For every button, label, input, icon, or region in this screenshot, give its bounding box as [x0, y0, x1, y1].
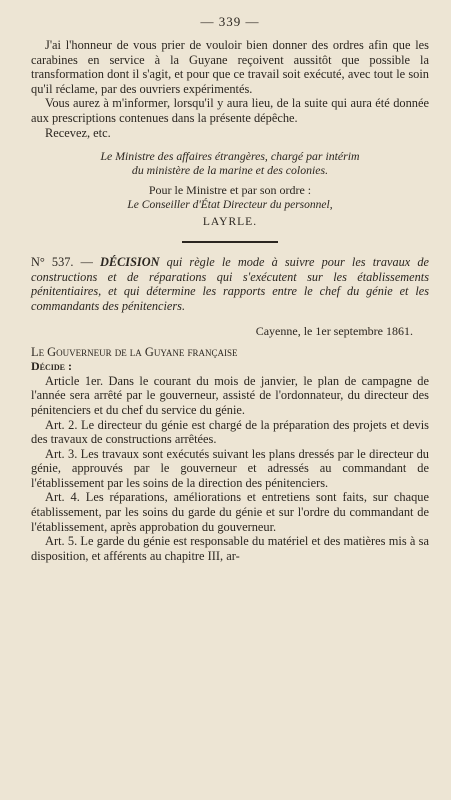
signature-name: LAYRLE. — [202, 216, 258, 229]
article-2: Art. 2. Le directeur du génie est chargé de la préparation des projets et devis des travaux de constructions arrêtées. — [31, 417, 429, 447]
decision-heading — [31, 255, 429, 313]
signature-minister-line-1: Le Ministre des affaires étrangères, chargé par intérim — [100, 149, 360, 164]
letter-closing: Recevez, etc. — [45, 125, 111, 140]
section-divider — [182, 241, 278, 243]
decision-date: Cayenne, le 1er septembre 1861. — [255, 323, 413, 338]
letter-paragraph-2: Vous aurez à m'informer, lorsqu'il y aura lieu, de la suite qui aura été donnée aux prescriptions contenues dans la présente dépêche. — [31, 96, 429, 125]
signature-counsellor: Le Conseiller d'État Directeur du personnel, — [127, 199, 333, 212]
article-5: Art. 5. Le garde du génie est responsable du matériel et des matières mis à sa disposition, et afférents au chapitre III, ar- — [31, 534, 429, 563]
letter-paragraph-1: J'ai l'honneur de vous prier de vouloir bien donner des ordres afin que les carabines en service à la Guyane reçoivent aussitôt que possible la transformation dont il s'agit, et pour que ce travail soit exécuté, avec tout le soin qu'il réclame, par des ouvriers expérimentés. — [31, 38, 429, 96]
page-number: — 339 — — [200, 14, 260, 29]
decision-title-word: DÉCISION — [100, 255, 160, 270]
signature-by-order: Pour le Ministre et par son ordre : — [148, 183, 312, 198]
article-3: Art. 3. Les travaux sont exécutés suivant les plans dressés par le directeur du génie, approuvés par le gouverneur et adressés au commandant de l'établissement par les soins de la direction des pénitenciers. — [31, 446, 429, 490]
decision-number: N° 537. — — [31, 255, 93, 270]
signature-minister-line-2: du ministère de la marine et des colonies. — [131, 163, 329, 178]
decision-governor: Le Gouverneur de la Guyane française — [31, 344, 238, 359]
article-1: Article 1er. Dans le courant du mois de janvier, le plan de campagne de l'année sera arrêté par le gouverneur, assisté de l'ordonnateur, du directeur des pénitenciers et du chef du service du génie. — [31, 373, 429, 417]
decision-title: qui règle le mode à suivre pour les travaux de constructions et de réparations qui s'exécutent sur les établissements pénitentiaires, et qui détermine les rapports entre le chef du génie et les commandants des pénitenciers. — [31, 255, 429, 313]
article-4: Art. 4. Les réparations, améliorations et entretiens sont faits, sur chaque établissement, par les soins du garde du génie et sur l'ordre du commandant de l'établissement, après approbation du gouverneur. — [31, 490, 429, 534]
decision-decide: Décide : — [31, 359, 73, 374]
